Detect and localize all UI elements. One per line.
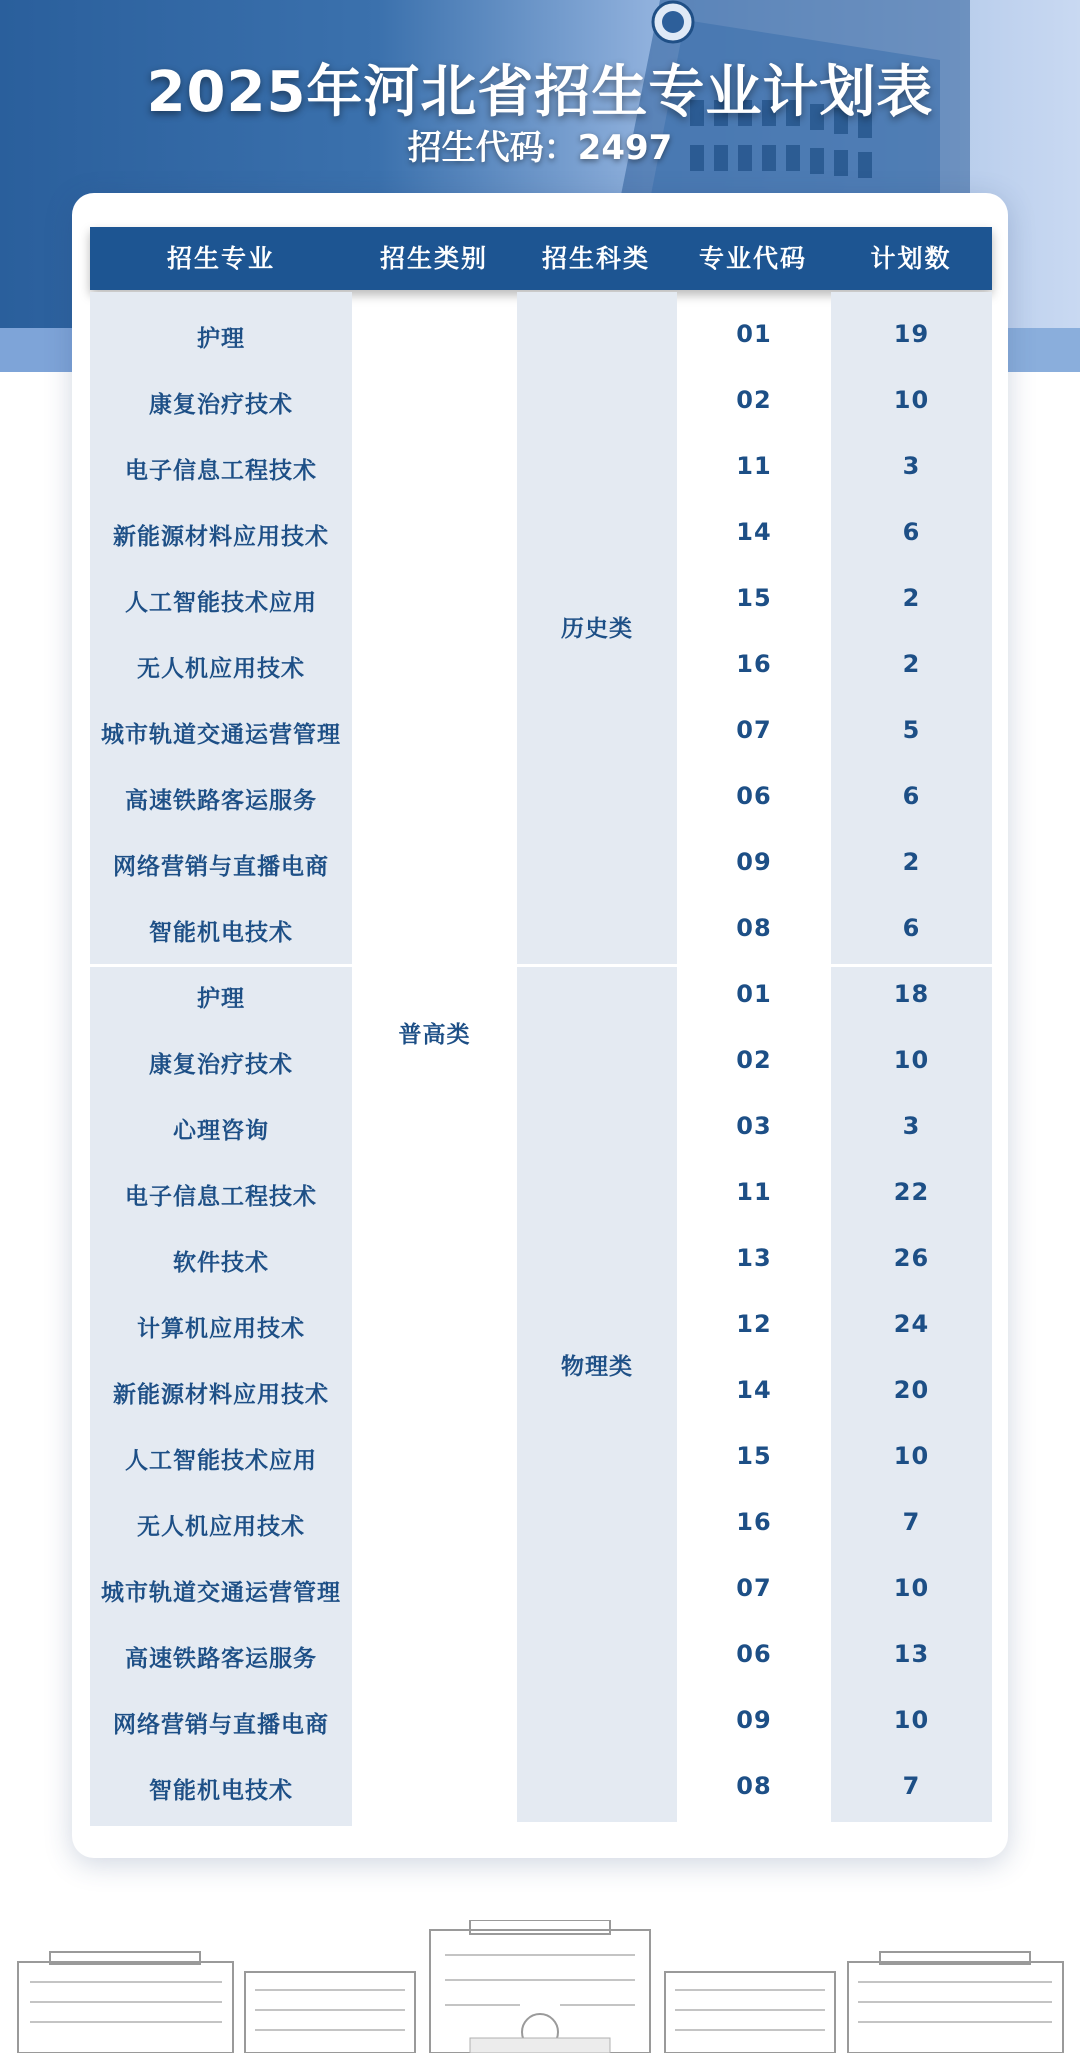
major-cell: 高速铁路客运服务: [125, 1646, 317, 1672]
major-cell: 人工智能技术应用: [125, 1448, 317, 1474]
plan-cell: 6: [902, 914, 921, 942]
column-header-code: 专业代码: [698, 244, 807, 273]
plan-cell: 7: [902, 1508, 921, 1536]
code-cell: 15: [736, 584, 772, 612]
code-cell: 12: [736, 1310, 772, 1338]
column-header-category: 招生类别: [379, 244, 488, 273]
major-cell: 心理咨询: [173, 1118, 269, 1144]
code-cell: 03: [736, 1112, 772, 1140]
major-cell: 智能机电技术: [149, 920, 293, 946]
subject-cell-physics: 物理类: [561, 1354, 633, 1380]
column-header-subject: 招生科类: [541, 244, 650, 273]
code-cell: 11: [736, 452, 772, 480]
group-separator: [90, 964, 352, 967]
enrollment-code: 招生代码：2497: [407, 128, 673, 168]
plan-cell: 13: [893, 1640, 930, 1668]
major-cell: 人工智能技术应用: [125, 590, 317, 616]
code-cell: 06: [736, 1640, 772, 1668]
plan-cell: 20: [893, 1376, 930, 1404]
column-header-major: 招生专业: [166, 244, 275, 273]
plan-cell: 3: [902, 452, 921, 480]
code-cell: 07: [736, 1574, 772, 1602]
code-cell: 06: [736, 782, 772, 810]
plan-cell: 6: [902, 782, 921, 810]
major-cell: 新能源材料应用技术: [113, 1382, 329, 1408]
hero-band-accent: [0, 328, 80, 372]
major-cell: 无人机应用技术: [137, 656, 305, 682]
category-cell: 普高类: [398, 1022, 471, 1048]
plan-cell: 19: [893, 320, 930, 348]
code-cell: 11: [736, 1178, 772, 1206]
plan-cell: 26: [893, 1244, 930, 1272]
major-cell: 新能源材料应用技术: [113, 524, 329, 550]
group-separator: [517, 964, 677, 967]
code-cell: 08: [736, 1772, 772, 1800]
major-cell: 电子信息工程技术: [125, 1184, 317, 1210]
major-cell: 城市轨道交通运营管理: [101, 722, 341, 748]
plan-cell: 10: [893, 1442, 930, 1470]
major-cell: 康复治疗技术: [149, 1052, 293, 1078]
plan-cell: 7: [902, 1772, 921, 1800]
major-cell: 智能机电技术: [149, 1778, 293, 1804]
plan-cell: 5: [902, 716, 921, 744]
major-cell: 计算机应用技术: [137, 1316, 305, 1342]
column-header-plan: 计划数: [870, 244, 952, 273]
major-cell: 护理: [197, 986, 245, 1012]
code-cell: 02: [736, 1046, 772, 1074]
major-cell: 无人机应用技术: [137, 1514, 305, 1540]
page-title: 2025年河北省招生专业计划表: [146, 60, 934, 125]
code-cell: 01: [736, 320, 772, 348]
campus-buildings-footer: [0, 1920, 1080, 2053]
code-cell: 09: [736, 1706, 772, 1734]
plan-cell: 18: [893, 980, 930, 1008]
subject-column-fill: [517, 292, 677, 1822]
plan-cell: 24: [893, 1310, 930, 1338]
code-cell: 16: [736, 1508, 772, 1536]
group-separator: [831, 964, 992, 967]
plan-cell: 3: [902, 1112, 921, 1140]
plan-cell: 6: [902, 518, 921, 546]
plan-cell: 22: [893, 1178, 930, 1206]
major-cell: 康复治疗技术: [149, 392, 293, 418]
plan-cell: 2: [902, 650, 921, 678]
code-cell: 08: [736, 914, 772, 942]
major-cell: 高速铁路客运服务: [125, 788, 317, 814]
major-cell: 护理: [197, 326, 245, 352]
subject-cell-history: 历史类: [561, 616, 633, 642]
code-cell: 09: [736, 848, 772, 876]
plan-cell: 10: [893, 1706, 930, 1734]
plan-cell: 10: [893, 1574, 930, 1602]
table-header: [90, 227, 992, 290]
major-cell: 软件技术: [173, 1250, 269, 1276]
major-cell: 网络营销与直播电商: [113, 1712, 329, 1738]
code-cell: 13: [736, 1244, 772, 1272]
plan-cell: 10: [893, 386, 930, 414]
plan-cell: 10: [893, 1046, 930, 1074]
code-cell: 14: [736, 518, 772, 546]
code-cell: 16: [736, 650, 772, 678]
plan-cell: 2: [902, 848, 921, 876]
code-cell: 15: [736, 1442, 772, 1470]
major-cell: 网络营销与直播电商: [113, 854, 329, 880]
code-cell: 14: [736, 1376, 772, 1404]
plan-cell: 2: [902, 584, 921, 612]
code-cell: 02: [736, 386, 772, 414]
major-cell: 城市轨道交通运营管理: [101, 1580, 341, 1606]
code-cell: 01: [736, 980, 772, 1008]
major-cell: 电子信息工程技术: [125, 458, 317, 484]
code-cell: 07: [736, 716, 772, 744]
